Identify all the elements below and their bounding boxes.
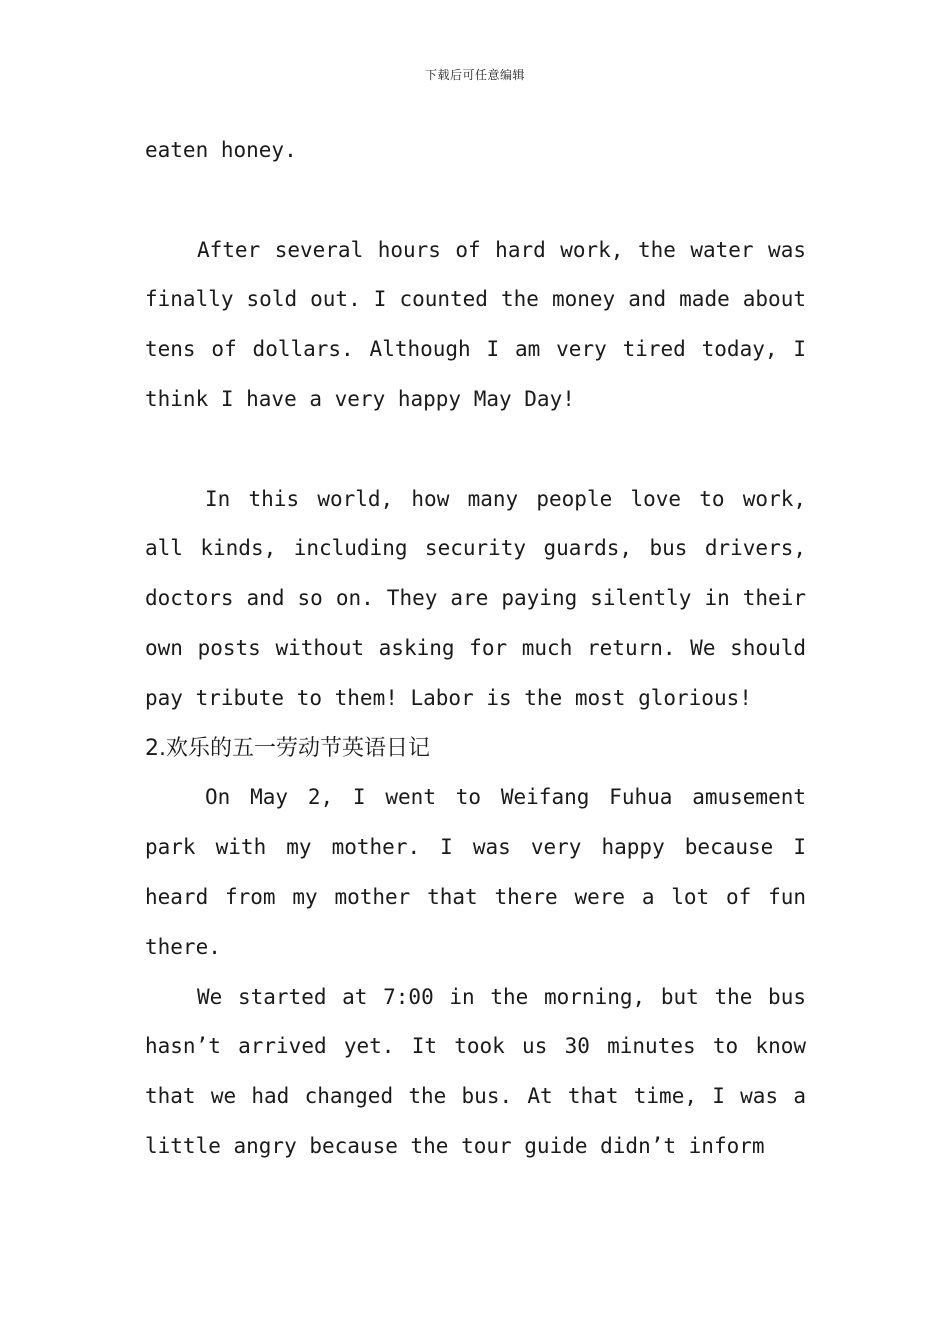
paragraph-amusement-park: On May 2, I went to Weifang Fuhua amusement park with my mother. I was very happy because I heard from my mother that there were a lot of fun there. — [145, 785, 806, 959]
document-body — [145, 126, 806, 1172]
paragraph-bus-delay: We started at 7:00 in the morning, but the bus hasn’t arrived yet. It took us 30 minutes to know that we had changed the bus. At that time, I was a little angry because the tour guide didn’t inform — [145, 984, 806, 1158]
section-heading: 2.欢乐的五一劳动节英语日记 — [145, 735, 430, 761]
paragraph-continuation: eaten honey. — [145, 138, 297, 162]
paragraph-labor-tribute: In this world, how many people love to work, all kinds, including security guards, bus drivers, doctors and so on. They are paying silently in their own posts without asking for much return. We should pay tribute to them! Labor is the most glorious! — [145, 486, 806, 710]
paragraph-gap — [145, 176, 806, 226]
paragraph-gap — [145, 425, 806, 475]
page-header: 下载后可任意编辑 — [424, 68, 525, 82]
paragraph-water-sold-out: After several hours of hard work, the water was finally sold out. I counted the money and made about tens of dollars. Although I am very tired today, I think I have a very happy May Day! — [145, 237, 806, 411]
